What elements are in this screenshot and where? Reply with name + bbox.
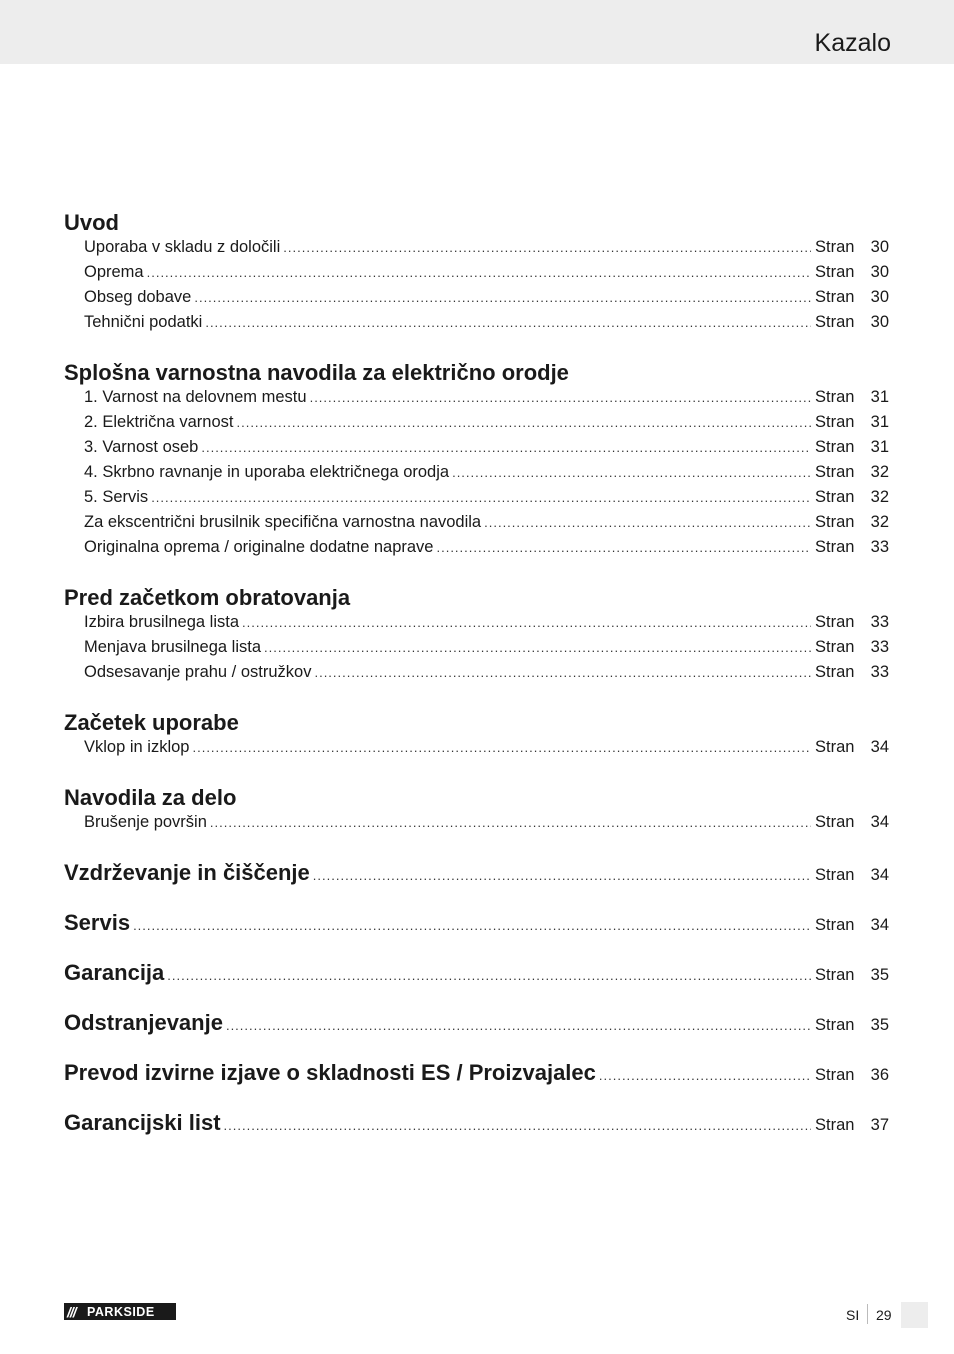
toc-entry-label: 1. Varnost na delovnem mestu	[84, 388, 307, 406]
toc-entry	[64, 735, 889, 760]
toc-heading-row	[64, 960, 889, 985]
parkside-logo	[64, 1303, 176, 1320]
dot-leader	[224, 1113, 811, 1138]
toc-heading-row	[64, 910, 889, 935]
dot-leader	[283, 235, 811, 260]
toc-page-number: 31	[870, 438, 889, 456]
toc-page-number: 30	[870, 288, 889, 306]
dot-leader	[201, 435, 811, 460]
toc-page-number: 32	[870, 488, 889, 506]
toc-page-number: 37	[870, 1116, 889, 1134]
toc-section	[64, 585, 889, 685]
toc-entry	[64, 285, 889, 310]
toc-section	[64, 360, 889, 560]
toc-section	[64, 960, 889, 985]
toc-section	[64, 860, 889, 885]
toc-page-number: 30	[870, 238, 889, 256]
dot-leader	[452, 460, 811, 485]
page-prefix: Stran	[815, 488, 855, 506]
toc-section-heading: Navodila za delo	[64, 785, 237, 810]
toc-entry	[64, 510, 889, 535]
toc-entry-label: Garancija	[64, 960, 165, 985]
dot-leader	[226, 1013, 811, 1038]
dot-leader	[151, 485, 811, 510]
footer-page-tab	[901, 1302, 928, 1328]
toc-entry-label: 2. Električna varnost	[84, 413, 234, 431]
toc-entry	[64, 810, 889, 835]
toc-page-number: 30	[870, 263, 889, 281]
dot-leader	[436, 535, 811, 560]
toc-entry-label: Servis	[64, 910, 131, 935]
page-prefix: Stran	[815, 613, 855, 631]
dot-leader	[599, 1063, 811, 1088]
page-prefix: Stran	[815, 388, 855, 406]
dot-leader	[147, 260, 811, 285]
dot-leader	[484, 510, 811, 535]
toc-page-number: 33	[870, 613, 889, 631]
toc-page-number: 33	[870, 538, 889, 556]
page-title: Kazalo	[814, 29, 891, 57]
toc-page-number: 34	[870, 738, 889, 756]
toc-entry-label: Odstranjevanje	[64, 1010, 223, 1035]
page-prefix: Stran	[815, 413, 855, 431]
dot-leader	[314, 660, 811, 685]
dot-leader	[194, 285, 811, 310]
toc-entry	[64, 410, 889, 435]
toc-heading-row	[64, 1110, 889, 1135]
toc-entry-label: Vzdrževanje in čiščenje	[64, 860, 310, 885]
page-prefix: Stran	[815, 966, 855, 984]
dot-leader	[313, 863, 811, 888]
dot-leader	[133, 913, 811, 938]
page-prefix: Stran	[815, 1016, 855, 1034]
toc-page-number: 33	[870, 638, 889, 656]
footer-divider	[867, 1304, 868, 1324]
toc-entry	[64, 485, 889, 510]
toc-entry	[64, 435, 889, 460]
page-prefix: Stran	[815, 866, 855, 884]
page-prefix: Stran	[815, 916, 855, 934]
page-prefix: Stran	[815, 463, 855, 481]
toc-page-number: 34	[870, 866, 889, 884]
toc-page-number: 35	[870, 966, 889, 984]
dot-leader	[236, 410, 811, 435]
toc-page-number: 35	[870, 1016, 889, 1034]
toc-entry	[64, 385, 889, 410]
page-prefix: Stran	[815, 638, 855, 656]
toc-entry	[64, 610, 889, 635]
page-number: 29	[876, 1307, 892, 1323]
toc-entry-label: 4. Skrbno ravnanje in uporaba električnega orodja	[84, 463, 450, 481]
toc-page-number: 30	[870, 313, 889, 331]
header-band	[0, 0, 954, 64]
toc-entry-label: Vklop in izklop	[84, 738, 190, 756]
page-prefix: Stran	[815, 238, 855, 256]
toc-section	[64, 1060, 889, 1085]
toc-section	[64, 710, 889, 760]
toc-entry	[64, 260, 889, 285]
toc-entry	[64, 310, 889, 335]
toc-entry-label: Obseg dobave	[84, 288, 192, 306]
page-prefix: Stran	[815, 438, 855, 456]
toc-section	[64, 910, 889, 935]
toc-entry-label: 3. Varnost oseb	[84, 438, 199, 456]
logo-wordmark: PARKSIDE	[87, 1304, 155, 1319]
toc-entry	[64, 235, 889, 260]
toc-entry	[64, 635, 889, 660]
dot-leader	[192, 735, 811, 760]
toc-entry-label: Oprema	[84, 263, 144, 281]
logo-slashes: ///	[67, 1303, 76, 1320]
toc-entry	[64, 535, 889, 560]
toc-entry-label: Originalna oprema / originalne dodatne naprave	[84, 538, 434, 556]
table-of-contents	[64, 210, 889, 1135]
toc-heading-row	[64, 1060, 889, 1085]
dot-leader	[210, 810, 811, 835]
dot-leader	[264, 635, 811, 660]
toc-entry-label: Uporaba v skladu z določili	[84, 238, 281, 256]
toc-entry-label: 5. Servis	[84, 488, 149, 506]
toc-entry-label: Garancijski list	[64, 1110, 221, 1135]
dot-leader	[205, 310, 811, 335]
toc-entry-label: Odsesavanje prahu / ostružkov	[84, 663, 312, 681]
dot-leader	[167, 963, 811, 988]
toc-section-heading: Začetek uporabe	[64, 710, 239, 735]
toc-page-number: 36	[870, 1066, 889, 1084]
toc-entry-label: Za ekscentrični brusilnik specifična varnostna navodila	[84, 513, 482, 531]
toc-entry-label: Prevod izvirne izjave o skladnosti ES / Proizvajalec	[64, 1060, 596, 1085]
page-prefix: Stran	[815, 738, 855, 756]
toc-entry-label: Menjava brusilnega lista	[84, 638, 262, 656]
toc-section	[64, 1010, 889, 1035]
language-code: SI	[846, 1307, 860, 1323]
page-prefix: Stran	[815, 513, 855, 531]
toc-page-number: 33	[870, 663, 889, 681]
toc-page-number: 34	[870, 813, 889, 831]
toc-entry	[64, 460, 889, 485]
dot-leader	[242, 610, 811, 635]
toc-entry-label: Izbira brusilnega lista	[84, 613, 239, 631]
toc-section-heading: Pred začetkom obratovanja	[64, 585, 351, 610]
page-prefix: Stran	[815, 263, 855, 281]
toc-page-number: 32	[870, 463, 889, 481]
page-prefix: Stran	[815, 1116, 855, 1134]
toc-section-heading: Uvod	[64, 210, 119, 235]
toc-entry	[64, 660, 889, 685]
toc-section-heading: Splošna varnostna navodila za električno orodje	[64, 360, 569, 385]
toc-section	[64, 785, 889, 835]
toc-page-number: 32	[870, 513, 889, 531]
page-prefix: Stran	[815, 1066, 855, 1084]
toc-heading-row	[64, 860, 889, 885]
dot-leader	[310, 385, 811, 410]
toc-heading-row	[64, 1010, 889, 1035]
toc-page-number: 31	[870, 413, 889, 431]
toc-entry-label: Tehnični podatki	[84, 313, 203, 331]
page-prefix: Stran	[815, 313, 855, 331]
toc-section	[64, 210, 889, 335]
toc-page-number: 31	[870, 388, 889, 406]
toc-entry-label: Brušenje površin	[84, 813, 207, 831]
page-prefix: Stran	[815, 663, 855, 681]
page-prefix: Stran	[815, 538, 855, 556]
page-prefix: Stran	[815, 288, 855, 306]
page-prefix: Stran	[815, 813, 855, 831]
toc-section	[64, 1110, 889, 1135]
toc-page-number: 34	[870, 916, 889, 934]
